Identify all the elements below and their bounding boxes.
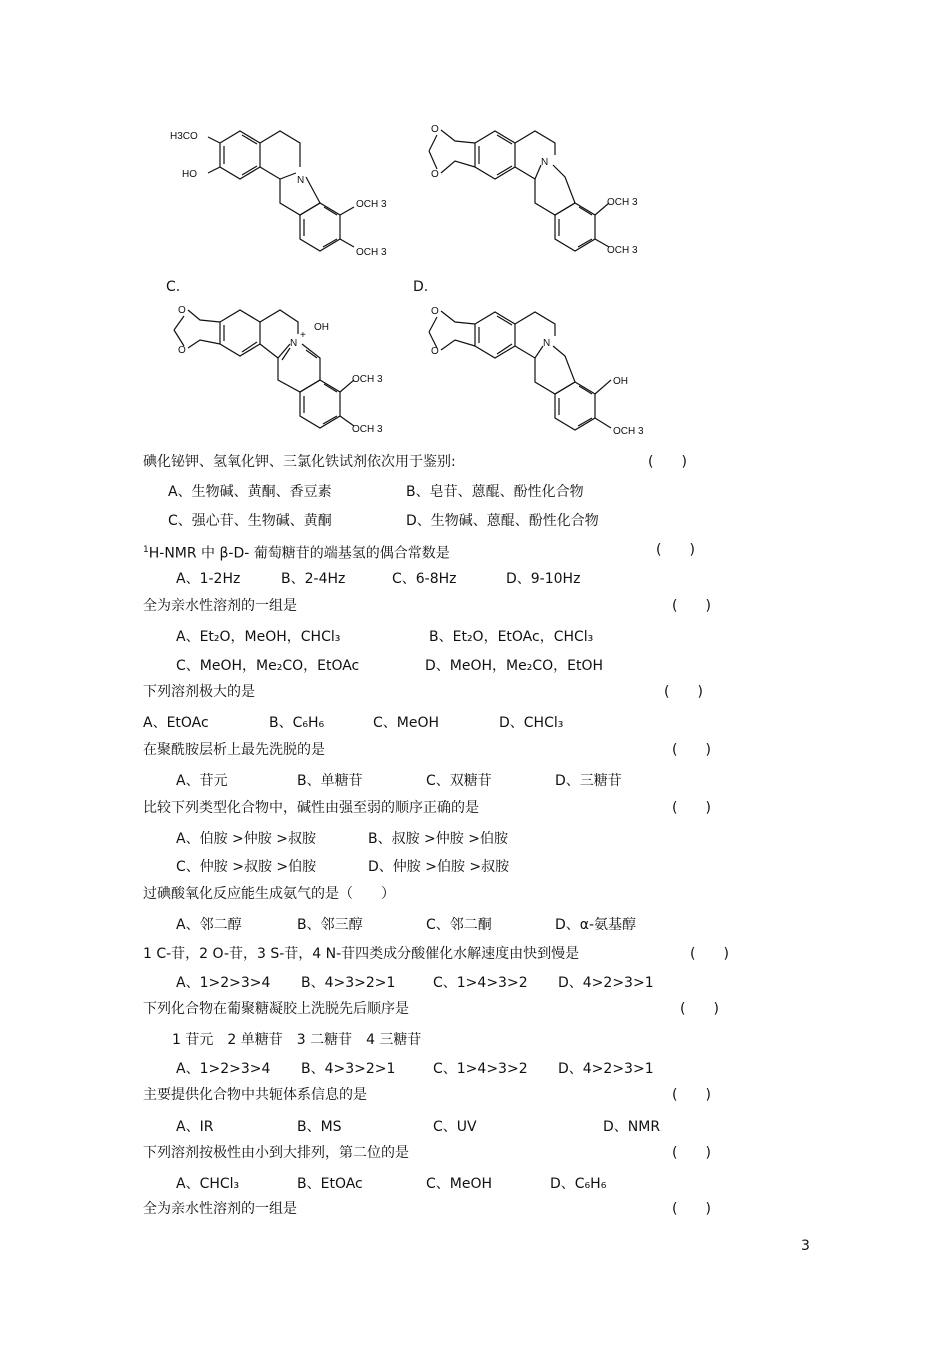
label-n: N [543,338,551,349]
option: D、C₆H₆ [550,1176,607,1192]
option: A、EtOAc [143,715,209,731]
option: B、邻三醇 [297,917,363,933]
option: D、9-10Hz [506,571,581,587]
label-och3-2: OCH 3 [352,424,383,435]
caption-c: C. [166,279,181,295]
option: B、2-4Hz [281,571,346,587]
option: C、UV [433,1119,477,1135]
option: A、1-2Hz [176,571,241,587]
label-och3-1: OCH 3 [352,374,383,385]
option: D、α-氨基醇 [555,917,637,933]
caption-d: D. [413,279,429,295]
answer-paren: ( ) [664,684,703,700]
option: A、IR [176,1119,214,1135]
label-plus: + [300,330,306,341]
answer-paren: ( ) [656,542,695,558]
option: A、苷元 [176,773,228,789]
option: C、MeOH [426,1176,493,1192]
option: A、1>2>3>4 [176,975,271,991]
option: B、Et₂O，EtOAc，CHCl₃ [429,629,594,645]
question-stem: 1 C-苷，2 O-苷，3 S-苷，4 N-苷四类成分酸催化水解速度由快到慢是 [143,946,580,962]
label-o1: O [178,305,186,316]
option: C、1>4>3>2 [433,975,528,991]
structure-a [160,115,400,260]
option: B、EtOAc [297,1176,363,1192]
label-och3-1: OCH 3 [607,197,638,208]
option: D、4>2>3>1 [558,1061,654,1077]
label-och3-1: OCH 3 [356,199,387,210]
question-stem: 在聚酰胺层析上最先洗脱的是 [143,742,325,758]
question-stem: 全为亲水性溶剂的一组是 [143,1201,297,1217]
question-stem: 下列化合物在葡聚糖凝胶上洗脱先后顺序是 [143,1001,409,1017]
option: B、皂苷、蒽醌、酚性化合物 [406,484,584,500]
structure-c [160,298,400,443]
structure-b [415,115,655,260]
option: D、NMR [603,1119,661,1135]
option: A、生物碱、黄酮、香豆素 [168,484,332,500]
answer-paren: ( ) [672,1087,711,1103]
option: A、CHCl₃ [176,1176,240,1192]
answer-paren: ( ) [672,800,711,816]
label-oh: OH [613,376,628,387]
option: B、MS [297,1119,342,1135]
option: D、生物碱、蒽醌、酚性化合物 [406,513,599,529]
answer-paren: ( ) [680,1001,719,1017]
question-stem: 全为亲水性溶剂的一组是 [143,598,297,614]
option: C、仲胺 >叔胺 >伯胺 [176,859,317,875]
option: C、双糖苷 [426,773,492,789]
option: D、仲胺 >伯胺 >叔胺 [368,859,510,875]
question-stem [143,541,450,563]
item-list: 1 苷元 2 单糖苷 3 二糖苷 4 三糖苷 [172,1032,422,1048]
label-o1: O [431,306,439,317]
question-stem: 碘化铋钾、氢氧化钾、三氯化铁试剂依次用于鉴别: [143,454,456,470]
answer-paren: ( ) [672,1201,711,1217]
option: D、MeOH，Me₂CO，EtOH [425,658,604,674]
label-ho: HO [182,169,197,180]
label-o2: O [178,345,186,356]
label-h3co: H3CO [170,131,198,142]
option: A、伯胺 >仲胺 >叔胺 [176,831,316,847]
label-och3-2: OCH 3 [607,245,638,256]
option: C、邻二酮 [426,917,492,933]
option: B、C₆H₆ [269,715,325,731]
option: B、叔胺 >仲胺 >伯胺 [368,831,508,847]
option: B、4>3>2>1 [301,975,396,991]
option: C、MeOH [373,715,440,731]
question-stem: 过碘酸氧化反应能生成氨气的是（ ） [143,886,395,902]
option: B、单糖苷 [297,773,363,789]
option: A、邻二醇 [176,917,242,933]
question-stem: 比较下列类型化合物中，碱性由强至弱的顺序正确的是 [143,800,479,816]
option: A、1>2>3>4 [176,1061,271,1077]
label-n: N [541,157,549,168]
label-n: N [297,175,305,186]
option: A、Et₂O，MeOH，CHCl₃ [176,629,341,645]
answer-paren: ( ) [672,742,711,758]
option: C、1>4>3>2 [433,1061,528,1077]
label-o1: O [431,124,439,135]
label-n: N [290,338,298,349]
option: D、4>2>3>1 [558,975,654,991]
label-och3-2: OCH 3 [356,247,387,258]
option: D、三糖苷 [555,773,622,789]
option: C、6-8Hz [392,571,457,587]
question-stem: 下列溶剂极大的是 [143,684,255,700]
question-stem: 主要提供化合物中共轭体系信息的是 [143,1087,367,1103]
stem-text: H-NMR 中 β-D- 葡萄糖苷的端基氢的偶合常数是 [148,545,450,562]
label-o2: O [431,346,439,357]
page-number: 3 [801,1238,810,1254]
option: B、4>3>2>1 [301,1061,396,1077]
label-o2: O [431,169,439,180]
superscript: 1 [143,545,149,555]
answer-paren: ( ) [672,1145,711,1161]
label-och3: OCH 3 [613,426,644,437]
answer-paren: ( ) [690,946,729,962]
answer-paren: ( ) [648,454,687,470]
answer-paren: ( ) [672,598,711,614]
label-oh: OH [314,322,329,333]
option: C、强心苷、生物碱、黄酮 [168,513,332,529]
option: D、CHCl₃ [499,715,564,731]
option: C、MeOH，Me₂CO，EtOAc [176,658,360,674]
question-stem: 下列溶剂按极性由小到大排列，第二位的是 [143,1145,409,1161]
structure-d [415,298,655,443]
